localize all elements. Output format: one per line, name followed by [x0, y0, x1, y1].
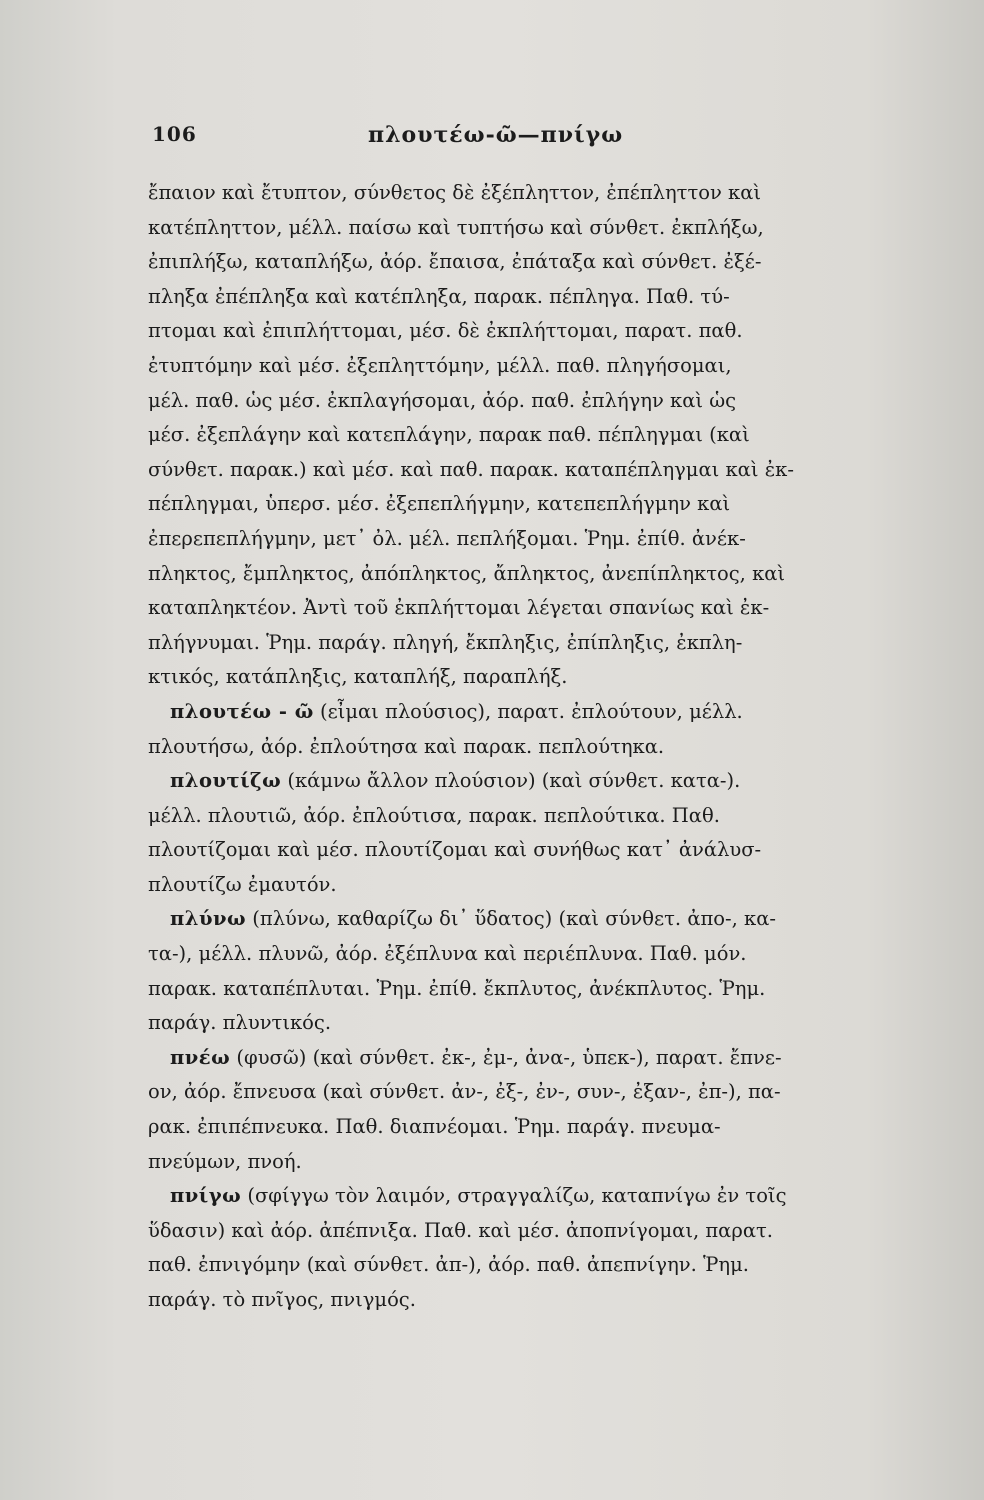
- text-line: πληκτος, ἔμπληκτος, ἀπόπληκτος, ἄπληκτος, ἀνεπίπληκτος, καὶ: [148, 561, 786, 585]
- entry-lemma: πνέω: [170, 1045, 231, 1069]
- entry-first-line: [148, 695, 828, 730]
- text-line: πνεύμων, πνοή.: [148, 1149, 302, 1173]
- text-line: μέσ. ἐξεπλάγην καὶ κατεπλάγην, παρακ παθ. πέπληγμαι (καὶ: [148, 423, 750, 447]
- entry-ploute: [148, 695, 828, 764]
- page-header: [148, 122, 838, 152]
- text-line: ὕδασιν) καὶ ἀόρ. ἀπέπνιξα. Παθ. καὶ μέσ. ἀποπνίγομαι, παρατ.: [148, 1218, 773, 1242]
- entry-plyno: [148, 902, 828, 1040]
- entry-pnigo: [148, 1179, 828, 1317]
- text-line: κτικός, κατάπληξις, καταπλήξ, παραπλήξ.: [148, 665, 568, 689]
- text-line: ἐτυπτόμην καὶ μέσ. ἐξεπληττόμην, μέλλ. παθ. πληγήσομαι,: [148, 353, 732, 377]
- text-line: ρακ. ἐπιπέπνευκα. Παθ. διαπνέομαι. Ῥημ. παράγ. πνευμα-: [148, 1115, 721, 1139]
- entry-first-line: [148, 902, 828, 937]
- entry-text: (εἶμαι πλούσιος), παρατ. ἐπλούτουν, μέλλ.: [313, 699, 743, 723]
- text-line: σύνθετ. παρακ.) καὶ μέσ. καὶ παθ. παρακ. καταπέπληγμαι καὶ ἐκ-: [148, 457, 794, 481]
- text-line: πέπληγμαι, ὑπερσ. μέσ. ἐξεπεπλήγμην, κατεπεπλήγμην καὶ: [148, 492, 731, 516]
- text-line: πληξα ἐπέπληξα καὶ κατέπληξα, παρακ. πέπληγα. Παθ. τύ-: [148, 284, 730, 308]
- entry-continuation: [148, 176, 828, 695]
- text-line: μέλλ. πλουτιῶ, ἀόρ. ἐπλούτισα, παρακ. πεπλούτικα. Παθ.: [148, 803, 720, 827]
- running-head: πλουτέω-ῶ—πνίγω: [368, 122, 624, 148]
- dictionary-body: [148, 176, 828, 1318]
- text-line: τα-), μέλλ. πλυνῶ, ἀόρ. ἐξέπλυνα καὶ περιέπλυνα. Παθ. μόν.: [148, 942, 747, 966]
- page-number: 106: [152, 122, 197, 146]
- text-line: παράγ. πλυντικός.: [148, 1011, 332, 1035]
- text-line: παθ. ἐπνιγόμην (καὶ σύνθετ. ἀπ-), ἀόρ. παθ. ἀπεπνίγην. Ῥημ.: [148, 1253, 749, 1277]
- text-line: ον, ἀόρ. ἔπνευσα (καὶ σύνθετ. ἀν-, ἐξ-, ἐν-, συν-, ἐξαν-, ἐπ-), πα-: [148, 1080, 781, 1104]
- text-line: πλουτήσω, ἀόρ. ἐπλούτησα καὶ παρακ. πεπλούτηκα.: [148, 734, 665, 758]
- entry-text: (σφίγγω τὸν λαιμόν, στραγγαλίζω, καταπνίγω ἐν τοῖς: [241, 1184, 787, 1208]
- entry-pneo: [148, 1041, 828, 1179]
- entry-lemma: πλύνω: [170, 907, 247, 931]
- text-line: παράγ. τὸ πνῖγος, πνιγμός.: [148, 1288, 416, 1311]
- text-line: πλήγνυμαι. Ῥημ. παράγ. πληγή, ἔκπληξις, ἐπίπληξις, ἐκπλη-: [148, 630, 743, 654]
- entry-lemma: πλουτίζω: [170, 769, 282, 793]
- entry-ploutizo: [148, 764, 828, 902]
- entry-text: (κάμνω ἄλλον πλούσιον) (καὶ σύνθετ. κατα-).: [281, 769, 741, 793]
- text-line: πλουτίζω ἐμαυτόν.: [148, 872, 337, 896]
- entry-first-line: [148, 764, 828, 799]
- entry-first-line: [148, 1041, 828, 1076]
- entry-text: (πλύνω, καθαρίζω δι᾽ ὕδατος) (καὶ σύνθετ. ἀπο-, κα-: [246, 907, 776, 931]
- entry-lemma: πνίγω: [170, 1184, 242, 1208]
- entry-text: (φυσῶ) (καὶ σύνθετ. ἐκ-, ἐμ-, ἀνα-, ὑπεκ-), παρατ. ἔπνε-: [230, 1045, 782, 1069]
- text-line: ἐπερεπεπλήγμην, μετ᾽ ὀλ. μέλ. πεπλήξομαι. Ῥημ. ἐπίθ. ἀνέκ-: [148, 526, 746, 550]
- text-line: καταπληκτέον. Ἀντὶ τοῦ ἐκπλήττομαι λέγεται σπανίως καὶ ἐκ-: [148, 596, 770, 620]
- entry-lemma: πλουτέω - ῶ: [170, 699, 314, 723]
- text-line: ἐπιπλήξω, καταπλήξω, ἀόρ. ἔπαισα, ἐπάταξα καὶ σύνθετ. ἐξέ-: [148, 250, 762, 274]
- text-line: παρακ. καταπέπλυται. Ῥημ. ἐπίθ. ἔκπλυτος, ἀνέκπλυτος. Ῥημ.: [148, 976, 766, 1000]
- text-line: ἔπαιον καὶ ἔτυπτον, σύνθετος δὲ ἐξέπληττον, ἐπέπληττον καὶ: [148, 181, 762, 204]
- entry-first-line: [148, 1179, 828, 1214]
- text-line: μέλ. παθ. ὡς μέσ. ἐκπλαγήσομαι, ἀόρ. παθ. ἐπλήγην καὶ ὡς: [148, 388, 737, 412]
- text-line: κατέπληττον, μέλλ. παίσω καὶ τυπτήσω καὶ σύνθετ. ἐκπλήξω,: [148, 215, 764, 239]
- text-line: πτομαι καὶ ἐπιπλήττομαι, μέσ. δὲ ἐκπλήττομαι, παρατ. παθ.: [148, 319, 743, 343]
- text-line: πλουτίζομαι καὶ μέσ. πλουτίζομαι καὶ συνήθως κατ᾽ ἀνάλυσ-: [148, 838, 762, 862]
